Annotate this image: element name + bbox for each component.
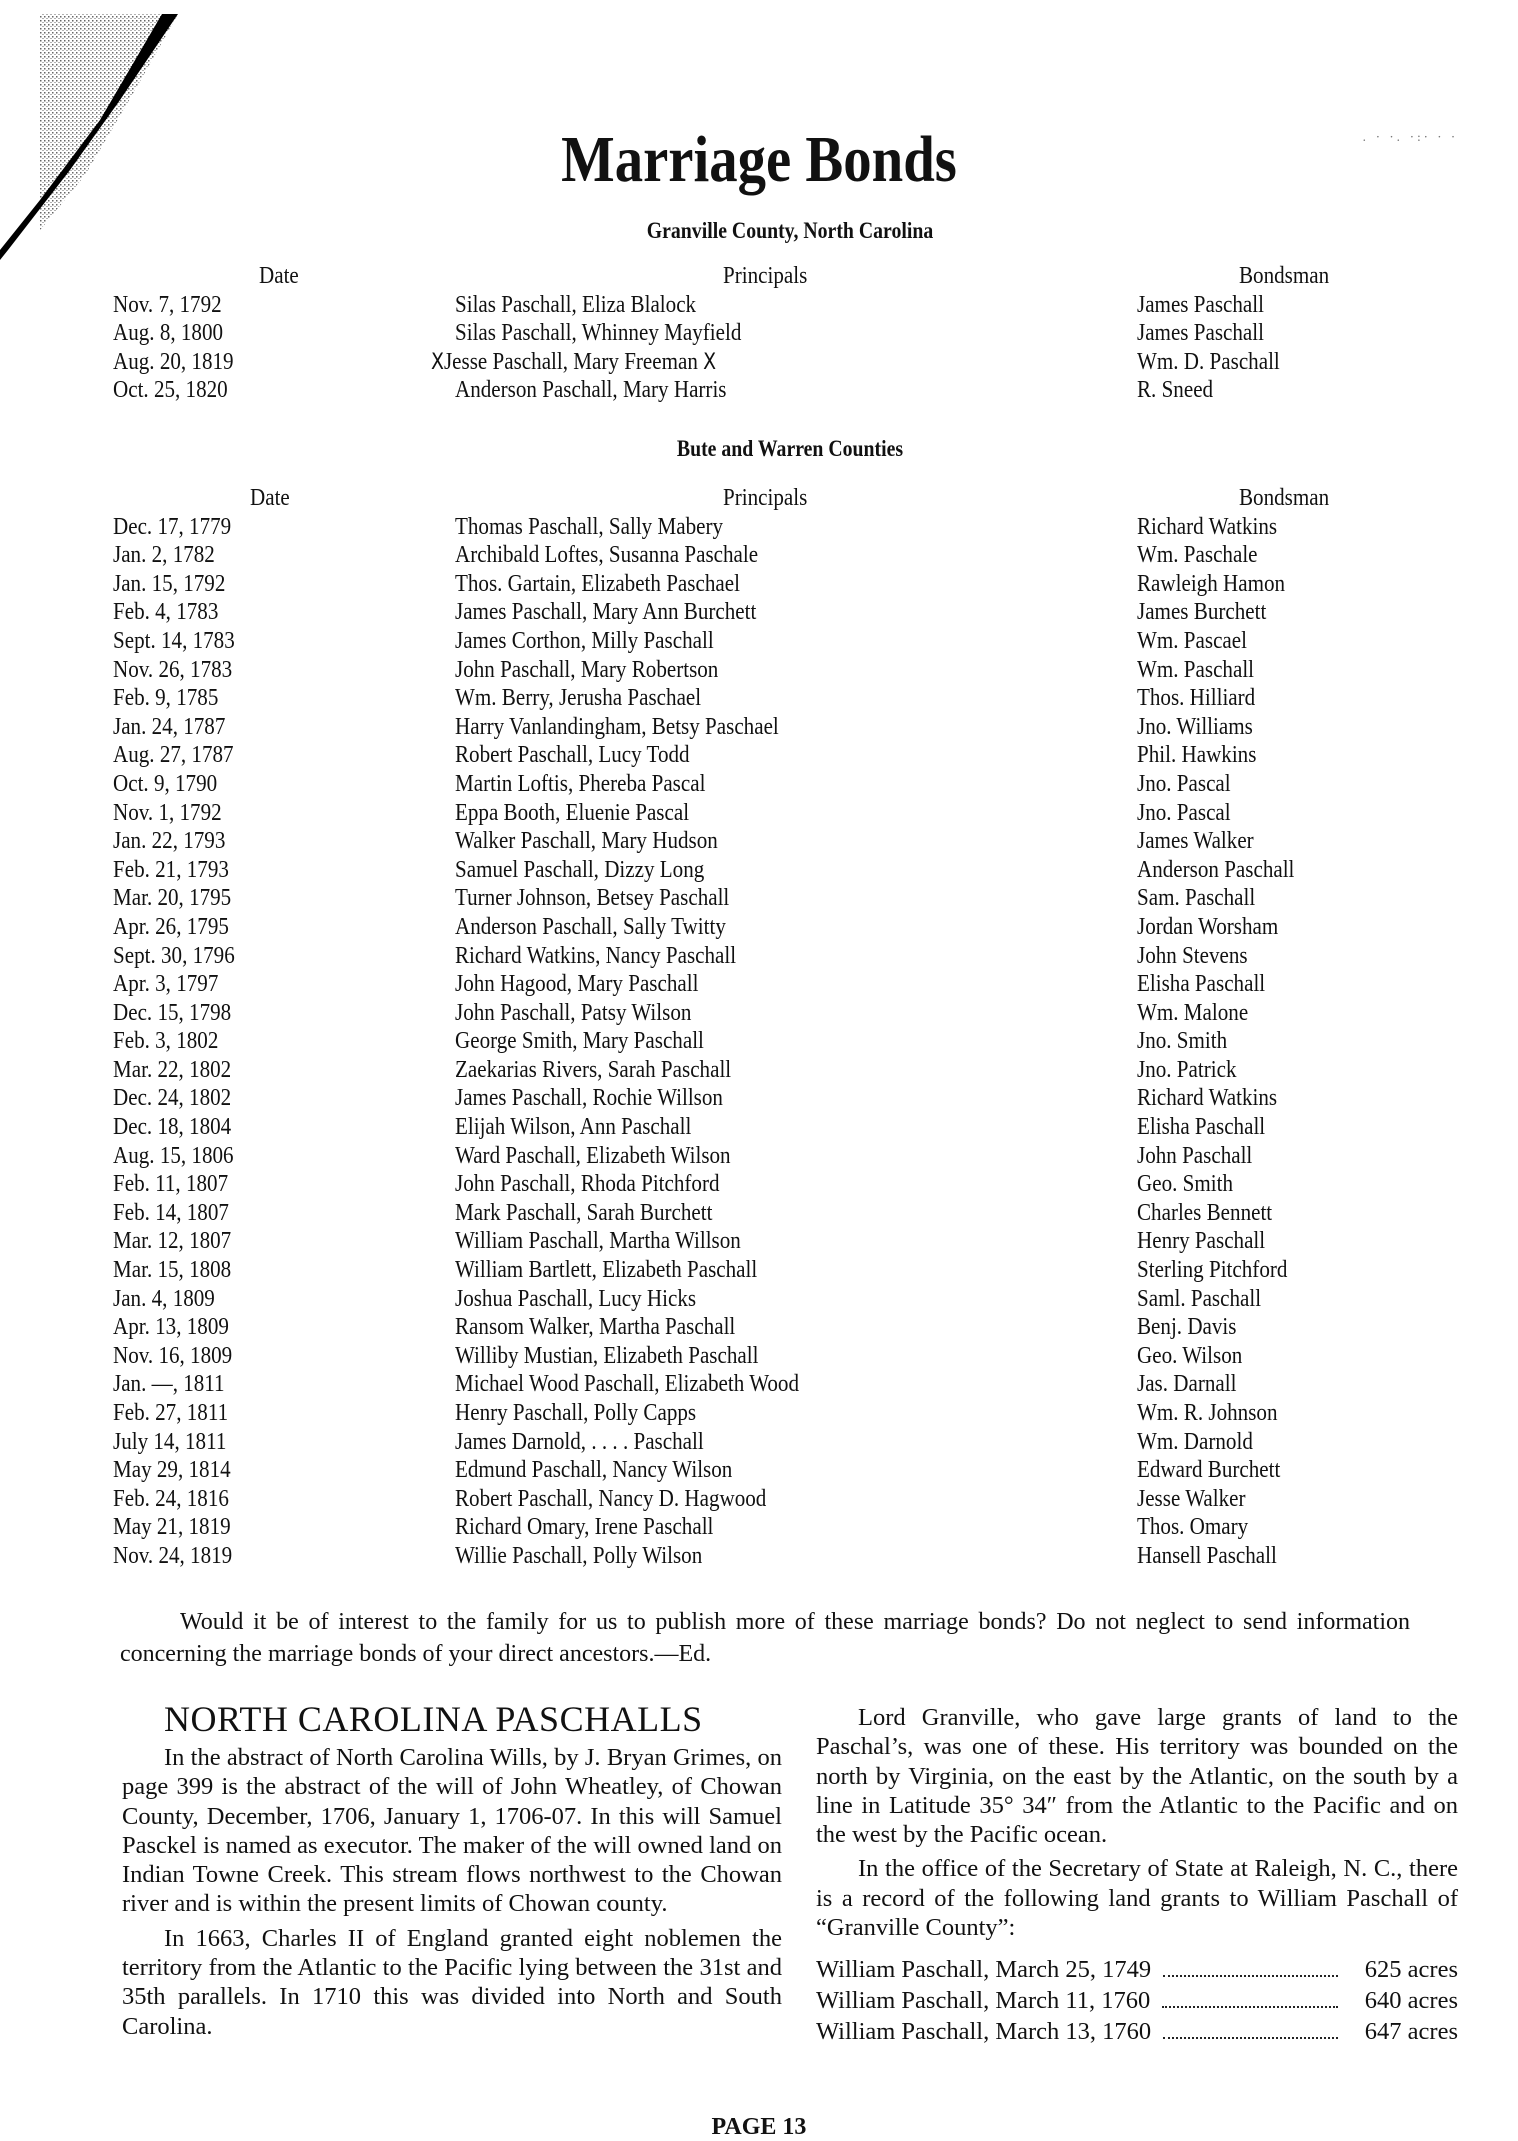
row-bondsman: Wm. Paschall	[1137, 655, 1255, 683]
row-principals: William Paschall, Martha Willson	[455, 1227, 741, 1255]
row-bondsman: James Burchett	[1137, 598, 1267, 626]
row-principals: Joshua Paschall, Lucy Hicks	[455, 1284, 697, 1312]
table-row	[113, 1142, 1413, 1171]
table-row	[113, 1084, 1413, 1113]
row-bondsman: Thos. Hilliard	[1137, 684, 1256, 712]
table-row	[113, 1370, 1413, 1399]
row-date: Jan. 4, 1809	[113, 1284, 215, 1312]
table-row	[113, 741, 1413, 770]
land-grant-row	[816, 2016, 1458, 2047]
table-row	[113, 1485, 1413, 1514]
table-row	[113, 570, 1413, 599]
row-principals: Ransom Walker, Martha Paschall	[455, 1313, 736, 1341]
grant-acres: 640 acres	[1364, 1987, 1458, 2015]
row-principals: William Bartlett, Elizabeth Paschall	[455, 1256, 758, 1284]
row-date: Feb. 27, 1811	[113, 1399, 229, 1426]
row-principals: Elijah Wilson, Ann Paschall	[455, 1113, 692, 1141]
editor-note	[120, 1606, 1410, 1670]
row-principals: John Hagood, Mary Paschall	[455, 970, 699, 998]
table-row	[113, 291, 1413, 320]
row-bondsman: Geo. Wilson	[1137, 1341, 1243, 1369]
row-principals: Robert Paschall, Nancy D. Hagwood	[455, 1484, 767, 1512]
column-header-bondsman: Bondsman	[1239, 484, 1330, 511]
row-bondsman: Richard Watkins	[1137, 512, 1278, 540]
dot-leader	[1162, 2006, 1338, 2008]
table-row	[113, 1399, 1413, 1428]
row-principals: Richard Omary, Irene Paschall	[455, 1513, 714, 1541]
row-bondsman: Hansell Paschall	[1137, 1541, 1277, 1569]
article-title: NORTH CAROLINA PASCHALLS	[164, 1699, 703, 1739]
row-date: Dec. 15, 1798	[113, 998, 232, 1026]
table-row	[113, 348, 1413, 377]
row-principals: Ward Paschall, Elizabeth Wilson	[455, 1141, 731, 1169]
table-row	[113, 684, 1413, 713]
table-row	[113, 1428, 1413, 1457]
row-date: Nov. 26, 1783	[113, 655, 233, 683]
row-date: Nov. 7, 1792	[113, 290, 222, 318]
row-bondsman: Phil. Hawkins	[1137, 741, 1257, 769]
table-row	[113, 856, 1413, 885]
land-grant-row	[816, 1954, 1458, 1985]
grant-grantee: William Paschall, March 25, 1749	[816, 1956, 1152, 1984]
table-row	[113, 1227, 1413, 1256]
row-date: Nov. 1, 1792	[113, 798, 222, 826]
table-row	[113, 1456, 1413, 1485]
row-principals: John Paschall, Mary Robertson	[455, 655, 719, 683]
row-date: Nov. 24, 1819	[113, 1541, 233, 1569]
row-date: Feb. 14, 1807	[113, 1198, 229, 1226]
land-grant-list	[816, 1954, 1458, 2047]
row-date: Jan. 24, 1787	[113, 712, 226, 740]
row-principals: Harry Vanlandingham, Betsy Paschael	[455, 712, 779, 740]
row-bondsman: Jno. Pascal	[1137, 769, 1231, 797]
row-date: Mar. 15, 1808	[113, 1256, 232, 1284]
table-row	[113, 884, 1413, 913]
row-principals: Anderson Paschall, Sally Twitty	[455, 912, 726, 940]
row-date: Nov. 16, 1809	[113, 1341, 233, 1369]
row-date: Jan. 2, 1782	[113, 541, 215, 569]
table-row	[113, 1113, 1413, 1142]
row-bondsman: Geo. Smith	[1137, 1170, 1233, 1198]
row-date: Sept. 14, 1783	[113, 626, 235, 654]
row-date: Feb. 24, 1816	[113, 1484, 229, 1512]
granville-bond-table	[113, 262, 1413, 405]
row-principals: James Darnold, . . . . Paschall	[455, 1427, 704, 1455]
column-header-date: Date	[250, 484, 290, 511]
bute-warren-bond-table	[113, 484, 1413, 1571]
row-date: Sept. 30, 1796	[113, 941, 235, 969]
row-date: May 21, 1819	[113, 1513, 231, 1541]
table-row	[113, 713, 1413, 742]
table-header	[113, 484, 1413, 513]
land-grant-row	[816, 1985, 1458, 2016]
row-principals: Walker Paschall, Mary Hudson	[455, 827, 718, 855]
row-bondsman: Richard Watkins	[1137, 1084, 1278, 1112]
table-row	[113, 799, 1413, 828]
row-bondsman: Jno. Smith	[1137, 1027, 1228, 1055]
table-row	[113, 1170, 1413, 1199]
row-bondsman: Rawleigh Hamon	[1137, 569, 1286, 597]
row-principals: Archibald Loftes, Susanna Paschale	[455, 541, 759, 569]
table-row	[113, 1285, 1413, 1314]
row-date: Aug. 15, 1806	[113, 1141, 234, 1169]
row-principals: Robert Paschall, Lucy Todd	[455, 741, 690, 769]
grant-grantee: William Paschall, March 11, 1760	[816, 1987, 1151, 2015]
scan-specks: . · ·. ·:· · ·	[1362, 130, 1458, 144]
table-row	[113, 627, 1413, 656]
row-bondsman: Wm. Darnold	[1137, 1427, 1253, 1455]
row-principals: Martin Loftis, Phereba Pascal	[455, 769, 706, 797]
section-heading-bute-warren: Bute and Warren Counties	[676, 436, 904, 461]
column-header-date: Date	[259, 262, 299, 289]
row-principals: Henry Paschall, Polly Capps	[455, 1399, 697, 1426]
row-bondsman: Elisha Paschall	[1137, 970, 1266, 998]
row-principals: Jesse Paschall, Mary Freeman	[443, 347, 698, 375]
table-row	[113, 970, 1413, 999]
row-bondsman: Jno. Williams	[1137, 712, 1253, 740]
row-bondsman: Thos. Omary	[1137, 1513, 1249, 1541]
row-bondsman: Jno. Patrick	[1137, 1055, 1237, 1083]
row-bondsman: Sam. Paschall	[1137, 884, 1256, 912]
table-row	[113, 1056, 1413, 1085]
column-header-principals: Principals	[723, 484, 808, 511]
table-row	[113, 656, 1413, 685]
row-date: May 29, 1814	[113, 1456, 231, 1484]
row-bondsman: James Paschall	[1137, 290, 1264, 318]
row-principals: Michael Wood Paschall, Elizabeth Wood	[455, 1370, 799, 1398]
row-bondsman: Jno. Pascal	[1137, 798, 1231, 826]
row-date: Jan. —, 1811	[113, 1370, 225, 1398]
row-principals-marked	[431, 348, 716, 378]
row-principals: John Paschall, Rhoda Pitchford	[455, 1170, 720, 1198]
row-bondsman: R. Sneed	[1137, 376, 1214, 404]
page-title: Marriage Bonds	[561, 123, 957, 196]
row-principals: Silas Paschall, Whinney Mayfield	[455, 319, 742, 347]
row-date: Jan. 15, 1792	[113, 569, 226, 597]
row-date: Mar. 12, 1807	[113, 1227, 232, 1255]
table-row	[113, 1027, 1413, 1056]
table-row	[113, 319, 1413, 348]
row-bondsman: Wm. D. Paschall	[1137, 347, 1280, 375]
row-date: Apr. 3, 1797	[113, 970, 219, 998]
row-bondsman: John Paschall	[1137, 1141, 1253, 1169]
row-date: Mar. 20, 1795	[113, 884, 232, 912]
row-principals: Wm. Berry, Jerusha Paschael	[455, 684, 702, 712]
table-row	[113, 1342, 1413, 1371]
handwritten-x-mark-icon: X	[431, 349, 444, 375]
page-number: PAGE 13	[711, 2114, 807, 2140]
row-date: Feb. 11, 1807	[113, 1170, 229, 1198]
section-heading-granville: Granville County, North Carolina	[646, 218, 934, 243]
table-header	[113, 262, 1413, 291]
row-date: Oct. 9, 1790	[113, 769, 218, 797]
article-paragraph: In the abstract of North Carolina Wills, by J. Bryan Grimes, on page 399 is the abstract of the will of John Wheatley, of Chowan County, December, 1706, January 1, 1706-07. In this will Samuel Pasckel is named as executor. The maker of the will owned land on Indian Towne Creek. This stream flows northwest to the Chowan river and is within the present limits of Chowan county.	[122, 1744, 782, 1918]
row-principals: Silas Paschall, Eliza Blalock	[455, 290, 697, 318]
row-bondsman: Wm. R. Johnson	[1137, 1399, 1278, 1426]
row-bondsman: Anderson Paschall	[1137, 855, 1295, 883]
row-principals: Edmund Paschall, Nancy Wilson	[455, 1456, 733, 1484]
row-principals: John Paschall, Patsy Wilson	[455, 998, 692, 1026]
grant-acres: 647 acres	[1364, 2018, 1458, 2046]
row-principals: Mark Paschall, Sarah Burchett	[455, 1198, 713, 1226]
column-header-principals: Principals	[723, 262, 808, 289]
dot-leader	[1163, 1975, 1338, 1977]
grant-grantee: William Paschall, March 13, 1760	[816, 2018, 1152, 2046]
table-row	[113, 913, 1413, 942]
row-date: Aug. 8, 1800	[113, 319, 224, 347]
row-principals: Samuel Paschall, Dizzy Long	[455, 855, 705, 883]
row-bondsman: Henry Paschall	[1137, 1227, 1266, 1255]
row-principals: Turner Johnson, Betsey Paschall	[455, 884, 730, 912]
row-date: Jan. 22, 1793	[113, 827, 226, 855]
row-date: Feb. 4, 1783	[113, 598, 219, 626]
row-date: Dec. 17, 1779	[113, 512, 232, 540]
row-principals: James Paschall, Mary Ann Burchett	[455, 598, 757, 626]
row-date: Apr. 13, 1809	[113, 1313, 229, 1341]
article-paragraph: In 1663, Charles II of England granted eight noblemen the territory from the Atlantic to the Pacific lying between the 31st and 35th parallels. In 1710 this was divided into North and South Carolina.	[122, 1924, 782, 2040]
article-right-column	[816, 1703, 1458, 2047]
dot-leader	[1163, 2037, 1338, 2039]
article-left-column	[122, 1700, 782, 2046]
table-row	[113, 1313, 1413, 1342]
row-bondsman: Sterling Pitchford	[1137, 1256, 1288, 1284]
row-principals: Thos. Gartain, Elizabeth Paschael	[455, 569, 740, 597]
row-bondsman: Benj. Davis	[1137, 1313, 1237, 1341]
table-row	[113, 999, 1413, 1028]
handwritten-x-mark-icon: X	[703, 349, 717, 375]
row-date: Mar. 22, 1802	[113, 1055, 232, 1083]
row-principals: James Paschall, Rochie Willson	[455, 1084, 723, 1112]
table-row	[113, 770, 1413, 799]
table-row	[113, 1256, 1413, 1285]
grant-acres: 625 acres	[1364, 1956, 1458, 1984]
row-date: Aug. 27, 1787	[113, 741, 234, 769]
article-paragraph: Lord Granville, who gave large grants of land to the Paschal’s, was one of these. His territory was bounded on the north by Virginia, on the east by the Atlantic, on the south by a line in Latitude 35° 34″ from the Atlantic to the Pacific and on the west by the Pacific ocean.	[816, 1704, 1458, 1849]
row-principals: Eppa Booth, Eluenie Pascal	[455, 798, 690, 826]
row-principals: Richard Watkins, Nancy Paschall	[455, 941, 737, 969]
row-principals: Thomas Paschall, Sally Mabery	[455, 512, 724, 540]
table-row	[113, 942, 1413, 971]
row-date: Dec. 18, 1804	[113, 1113, 232, 1141]
table-row	[113, 827, 1413, 856]
row-principals: Williby Mustian, Elizabeth Paschall	[455, 1341, 759, 1369]
row-bondsman: Jas. Darnall	[1137, 1370, 1237, 1398]
row-date: Feb. 9, 1785	[113, 684, 219, 712]
table-row	[113, 598, 1413, 627]
table-row	[113, 1513, 1413, 1542]
row-bondsman: James Paschall	[1137, 319, 1264, 347]
article-paragraph: In the office of the Secretary of State at Raleigh, N. C., there is a record of the following land grants to William Paschall of “Granville County”:	[816, 1855, 1458, 1942]
row-date: Feb. 21, 1793	[113, 855, 229, 883]
row-date: Apr. 26, 1795	[113, 912, 229, 940]
row-bondsman: Edward Burchett	[1137, 1456, 1281, 1484]
row-date: Dec. 24, 1802	[113, 1084, 232, 1112]
row-principals: James Corthon, Milly Paschall	[455, 626, 714, 654]
row-principals: Willie Paschall, Polly Wilson	[455, 1541, 703, 1569]
row-bondsman: Jesse Walker	[1137, 1484, 1246, 1512]
row-bondsman: Elisha Paschall	[1137, 1113, 1266, 1141]
editor-note-text: Would it be of interest to the family for us to publish more of these marriage bonds? Do not neglect to send information concerning the marriage bonds of your direct ancestors.—Ed.	[120, 1609, 1410, 1667]
row-date: Oct. 25, 1820	[113, 376, 228, 404]
table-row	[113, 513, 1413, 542]
row-bondsman: Charles Bennett	[1137, 1198, 1273, 1226]
row-bondsman: James Walker	[1137, 827, 1254, 855]
table-row	[113, 1199, 1413, 1228]
row-date: Feb. 3, 1802	[113, 1027, 219, 1055]
column-header-bondsman: Bondsman	[1239, 262, 1330, 289]
row-principals: Anderson Paschall, Mary Harris	[455, 376, 727, 404]
row-bondsman: John Stevens	[1137, 941, 1248, 969]
row-bondsman: Wm. Pascael	[1137, 626, 1247, 654]
table-row	[113, 1542, 1413, 1571]
row-bondsman: Wm. Malone	[1137, 998, 1249, 1026]
row-date: July 14, 1811	[113, 1427, 227, 1455]
row-bondsman: Jordan Worsham	[1137, 912, 1279, 940]
row-principals: George Smith, Mary Paschall	[455, 1027, 704, 1055]
table-row	[113, 541, 1413, 570]
row-date: Aug. 20, 1819	[113, 347, 234, 375]
table-row	[113, 376, 1413, 405]
row-bondsman: Saml. Paschall	[1137, 1284, 1262, 1312]
row-principals: Zaekarias Rivers, Sarah Paschall	[455, 1055, 732, 1083]
row-bondsman: Wm. Paschale	[1137, 541, 1258, 569]
